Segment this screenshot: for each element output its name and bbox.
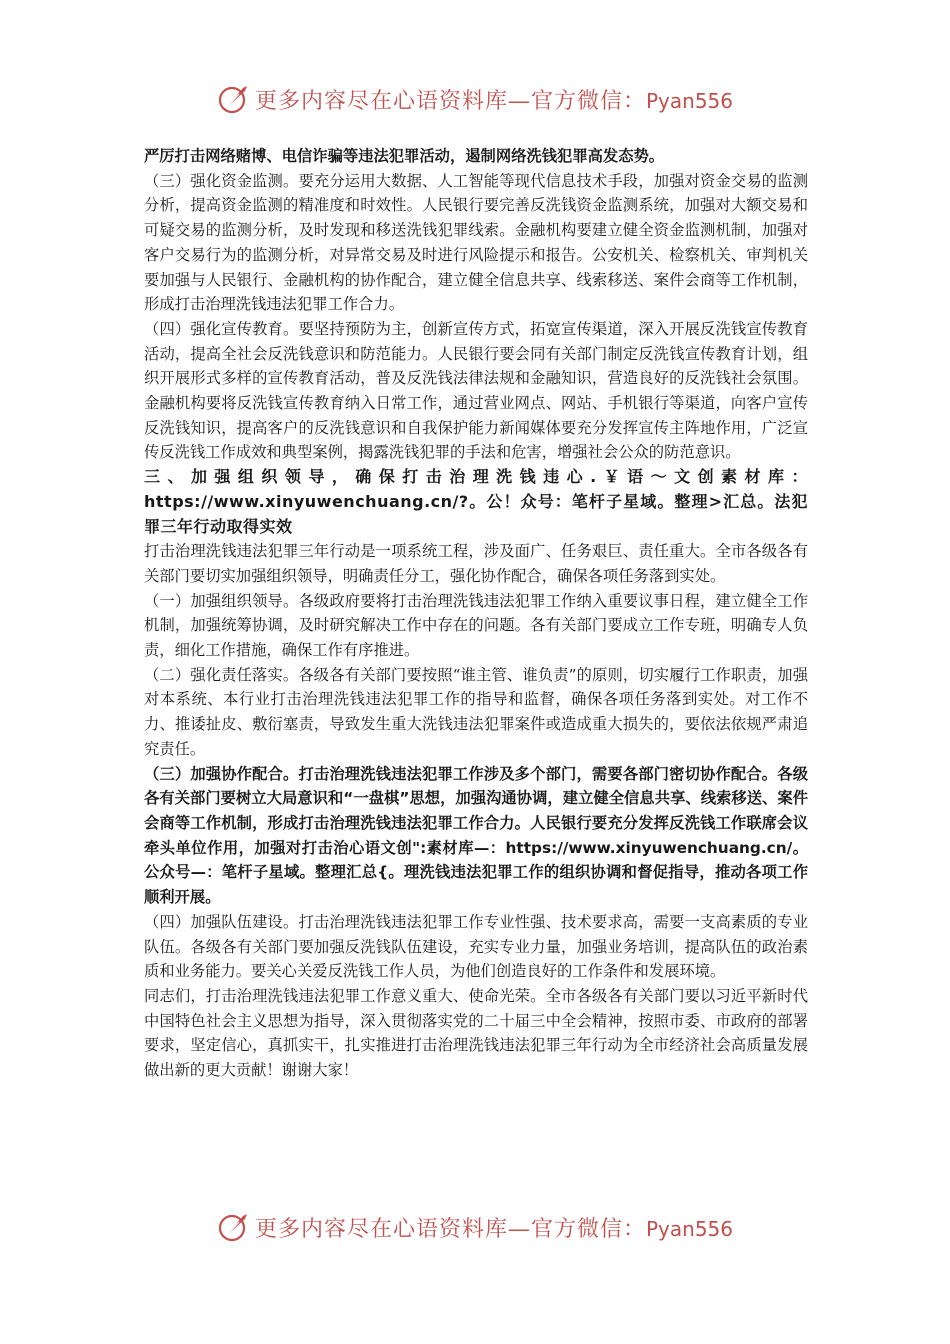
banner-text [255,84,733,115]
paragraph-2: （三）强化资金监测。要充分运用大数据、人工智能等现代信息技术手段，加强对资金交易的监测分析，提高资金监测的精准度和时效性。人民银行要完善反洗钱资金监测系统，加强对大额交易和可疑交易的监测分析，及时发现和移送洗钱犯罪线索。金融机构要建立健全资金监测机制，加强对客户交易行为的监测分析，对异常交易及时进行风险提示和报告。公安机关、检察机关、审判机关要加强与人民银行、金融机构的协作配合，建立健全信息共享、线索移送、案件会商等工作机制，形成打击治理洗钱违法犯罪工作合力。 [144,171,808,314]
header-banner [0,82,950,116]
banner-wechat-id: Pyan556 [646,88,734,113]
banner-text-cn: 更多内容尽在心语资料库—官方微信： [254,88,646,114]
quill-pen-logo-icon [217,82,251,116]
banner-wechat-id: Pyan556 [646,1216,734,1241]
paragraph-1: 严厉打击网络赌博、电信诈骗等违法犯罪活动，遏制网络洗钱犯罪高发态势。 [144,147,665,165]
paragraph-7: （二）强化责任落实。各级各有关部门要按照“谁主管、谁负责”的原则，切实履行工作职责，加强对本系统、本行业打击治理洗钱违法犯罪工作的指导和监督，确保各项任务落到实处。对工作不力、推诿扯皮、敷衍塞责，导致发生重大洗钱违法犯罪案件或造成重大损失的，要依法依规严肃追究责任。 [144,665,808,758]
paragraph-6: （一）加强组织领导。各级政府要将打击治理洗钱违法犯罪工作纳入重要议事日程，建立健全工作机制，加强统筹协调，及时研究解决工作中存在的问题。各有关部门要成立工作专班，明确专人负责，细化工作措施，确保工作有序推进。 [144,591,808,660]
banner-text-cn: 更多内容尽在心语资料库—官方微信： [254,1216,646,1242]
banner-text [255,1212,733,1243]
footer-banner [0,1210,950,1244]
paragraph-8: （三）加强协作配合。打击治理洗钱违法犯罪工作涉及多个部门，需要各部门密切协作配合。各级各有关部门要树立大局意识和“一盘棋”思想，加强沟通协调，建立健全信息共享、线索移送、案件会商等工作机制，形成打击治理洗钱违法犯罪工作合力。人民银行要充分发挥反洗钱工作联席会议牵头单位作用，加强对打击治心语文创":素材库—：https://www.xinyuwenchuang.cn/。公众号—：笔杆子星域。整理汇总{。理洗钱违法犯罪工作的组织协调和督促指导，推动各项工作顺利开展。 [144,764,808,907]
document-body [144,144,808,1083]
quill-pen-logo-icon [217,1210,251,1244]
paragraph-5: 打击治理洗钱违法犯罪三年行动是一项系统工程，涉及面广、任务艰巨、责任重大。全市各级各有关部门要切实加强组织领导，明确责任分工，强化协作配合，确保各项任务落到实处。 [144,542,808,585]
paragraph-9: （四）加强队伍建设。打击治理洗钱违法犯罪工作专业性强、技术要求高，需要一支高素质的专业队伍。各级各有关部门要加强反洗钱队伍建设，充实专业力量，加强业务培训，提高队伍的政治素质和业务能力。要关心关爱反洗钱工作人员，为他们创造良好的工作条件和发展环境。 [144,912,808,981]
paragraph-3: （四）强化宣传教育。要坚持预防为主，创新宣传方式，拓宽宣传渠道，深入开展反洗钱宣传教育活动，提高全社会反洗钱意识和防范能力。人民银行要会同有关部门制定反洗钱宣传教育计划，组织开展形式多样的宣传教育活动，普及反洗钱法律法规和金融知识，营造良好的反洗钱社会氛围。金融机构要将反洗钱宣传教育纳入日常工作，通过营业网点、网站、手机银行等渠道，向客户宣传反洗钱知识，提高客户的反洗钱意识和自我保护能力新闻媒体要充分发挥宣传主阵地作用，广泛宣传反洗钱工作成效和典型案例，揭露洗钱犯罪的手法和危害，增强社会公众的防范意识。 [144,319,808,462]
paragraph-10: 同志们，打击治理洗钱违法犯罪工作意义重大、使命光荣。全市各级各有关部门要以习近平新时代中国特色社会主义思想为指导，深入贯彻落实党的二十届三中全会精神，按照市委、市政府的部署要求，坚定信心，真抓实干，扎实推进打击治理洗钱违法犯罪三年行动为全市经济社会高质量发展做出新的更大贡献！谢谢大家！ [144,986,808,1080]
section-heading: 三、加强组织领导，确保打击治理洗钱违心.￥语～文创素材库：https://www.xinyuwenchuang.cn/?。公！众号：笔杆子星域。整理>汇总。法犯罪三年行动取得实效 [144,467,808,536]
